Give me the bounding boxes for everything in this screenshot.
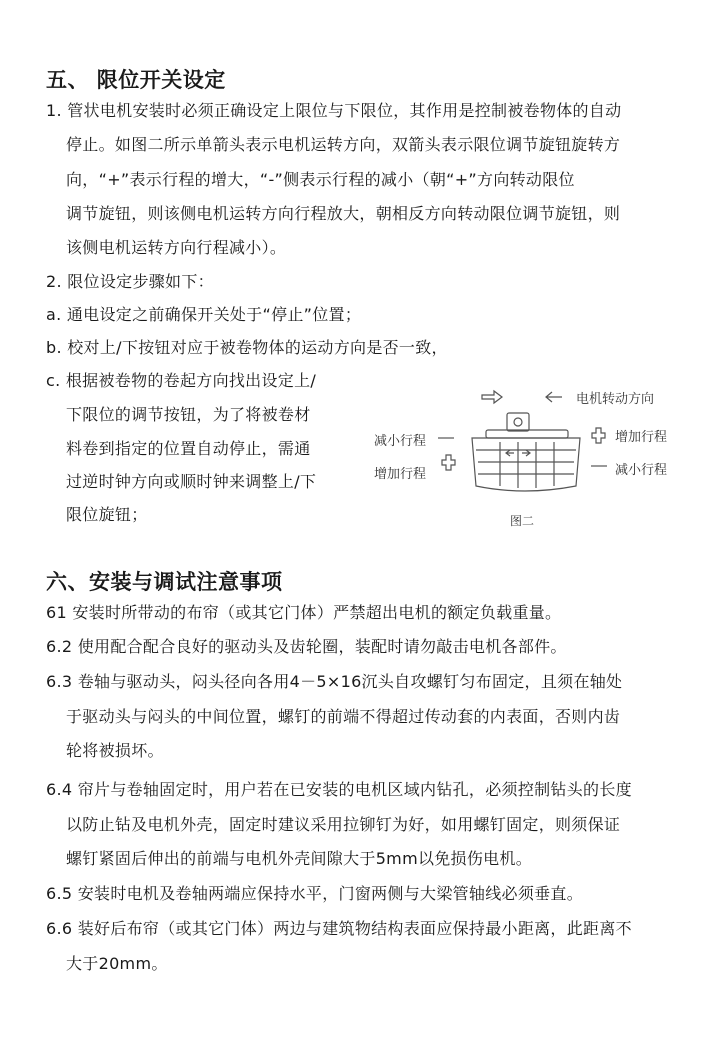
item-c-line-2: 下限位的调节按钮，为了将被卷材: [66, 405, 311, 424]
item-6-6-line-2: 大于20mm。: [66, 954, 168, 973]
item-2: 2. 限位设定步骤如下：: [46, 272, 214, 291]
item-1-line-5: 该侧电机运转方向行程减小）。: [66, 238, 287, 257]
item-b: b. 校对上/下按钮对应于被卷物体的运动方向是否一致，: [46, 338, 448, 357]
item-c-line-1: c. 根据被卷物的卷起方向找出设定上/: [46, 371, 317, 390]
item-1-line-3: 向，“+”表示行程的增大，“-”侧表示行程的减小（朝“+”方向转动限位: [66, 170, 575, 189]
item-a: a. 通电设定之前确保开关处于“停止”位置；: [46, 305, 362, 324]
plus-icon: [592, 428, 605, 443]
item-6-4-line-1: 6.4 帘片与卷轴固定时，用户若在已安装的电机区域内钻孔，必须控制钻头的长度: [46, 780, 632, 799]
item-6-1: 61 安装时所带动的布帘（或其它门体）严禁超出电机的额定负载重量。: [46, 603, 562, 622]
motor-head-icon: [472, 413, 580, 491]
left-bottom-label: 增加行程: [374, 467, 427, 482]
section-5-title: 五、 限位开关设定: [46, 68, 226, 92]
item-1-line-4: 调节旋钮，则该侧电机运转方向行程放大，朝相反方向转动限位调节旋钮，则: [66, 204, 621, 223]
item-c-line-3: 料卷到指定的位置自动停止，需通: [66, 439, 311, 458]
figure-caption: 图二: [510, 514, 535, 528]
arrow-left-icon: [546, 392, 562, 402]
hollow-arrow-right-icon: [482, 391, 502, 403]
section-6-title: 六、安装与调试注意事项: [46, 570, 283, 594]
left-top-label: 减小行程: [374, 434, 427, 449]
motor-direction-label: 电机转动方向: [576, 392, 655, 407]
right-top-label: 增加行程: [615, 430, 668, 445]
item-6-3-line-1: 6.3 卷轴与驱动头，闷头径向各用4－5×16沉头自攻螺钉匀布固定，且须在轴处: [46, 672, 623, 691]
item-1-line-1: 1. 管状电机安装时必须正确设定上限位与下限位，其作用是控制被卷物体的自动: [46, 101, 622, 120]
item-6-6-line-1: 6.6 装好后布帘（或其它门体）两边与建筑物结构表面应保持最小距离，此距离不: [46, 919, 632, 938]
item-6-5: 6.5 安装时电机及卷轴两端应保持水平，门窗两侧与大梁管轴线必须垂直。: [46, 884, 584, 903]
plus-icon: [442, 455, 455, 470]
item-6-4-line-3: 螺钉紧固后伸出的前端与电机外壳间隙大于5mm以免损伤电机。: [66, 849, 533, 868]
right-bottom-label: 减小行程: [615, 463, 668, 478]
item-6-3-line-2: 于驱动头与闷头的中间位置，螺钉的前端不得超过传动套的内表面，否则内齿: [66, 707, 621, 726]
item-6-2: 6.2 使用配合配合良好的驱动头及齿轮圈，装配时请勿敲击电机各部件。: [46, 637, 567, 656]
item-1-line-2: 停止。如图二所示单箭头表示电机运转方向，双箭头表示限位调节旋钮旋转方: [66, 135, 621, 154]
item-c-line-5: 限位旋钮；: [66, 505, 148, 524]
item-6-3-line-3: 轮将被损坏。: [66, 741, 164, 760]
item-c-line-4: 过逆时钟方向或顺时钟来调整上/下: [66, 472, 317, 491]
item-6-4-line-2: 以防止钻及电机外壳，固定时建议采用拉铆钉为好，如用螺钉固定，则须保证: [66, 815, 621, 834]
figure-2: [360, 380, 690, 535]
